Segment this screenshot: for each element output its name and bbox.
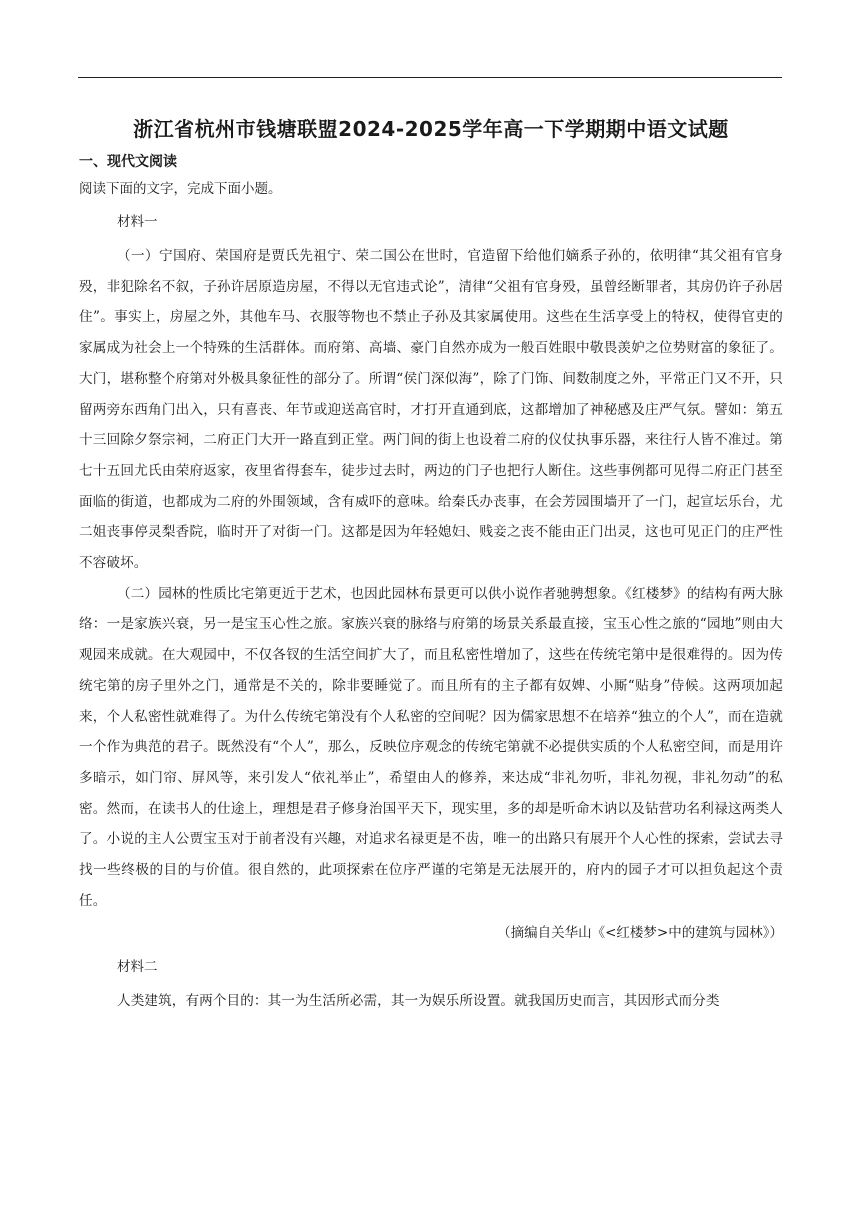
material-1-paragraph-2: （二）园林的性质比宅第更近于艺术，也因此园林布景更可以供小说作者驰骋想象。《红楼梦》的结构有两大脉络：一是家族兴衰，另一是宝玉心性之旅。家族兴衰的脉络与府第的场景关系最直接，宝玉心性之旅的“园地”则由大观园来成就。在大观园中，不仅各钗的生活空间扩大了，而且私密性增加了，这些在传统宅第中是很难得的。因为传统宅第的房子里外之门，通常是不关的，除非要睡觉了。而且所有的主子都有奴婢、小厮“贴身”侍候。这两项加起来，个人私密性就难得了。为什么传统宅第没有个人私密的空间呢？因为儒家思想不在培养“独立的个人”，而在造就一个作为典范的君子。既然没有“个人”，那么，反映位序观念的传统宅第就不必提供实质的个人私密空间，而是用许多暗示，如门帘、屏风等，来引发人“依礼举止”，希望由人的修养，来达成“非礼勿听，非礼勿视，非礼勿动”的私密。然而，在读书人的仕途上，理想是君子修身治国平天下，现实里，多的却是听命木讷以及钻营功名利禄这两类人了。小说的主人公贾宝玉对于前者没有兴趣，对追求名禄更是不齿，唯一的出路只有展开个人心性的探索，尝试去寻找一些终极的目的与价值。很自然的，此项探索在位序严谨的宅第是无法展开的，府内的园子才可以担负起这个责任。 [79,585,783,909]
material-2-label: 材料二 [117,959,158,976]
instruction-text: 阅读下面的文字，完成下面小题。 [79,181,282,197]
page-title: 浙江省杭州市钱塘联盟2024-2025学年高一下学期期中语文试题 [133,117,729,141]
material-2-paragraph-1: 人类建筑，有两个目的：其一为生活所必需，其一为娱乐所设置。就我国历史而言，其因形式而分类 [117,993,720,1010]
document-body [79,111,783,1017]
header-rule [78,77,782,78]
section-heading: 一、现代文阅读 [79,154,177,170]
material-1-paragraph-1: （一）宁国府、荣国府是贾氏先祖宁、荣二国公在世时，官造留下给他们嫡系子孙的，依明律“其父祖有官身殁，非犯除名不叙，子孙许居原造房屋，不得以无官违式论”，清律“父祖有官身殁，虽曾经断罪者，其房仍许子孙居住”。事实上，房屋之外，其他车马、衣服等物也不禁止子孙及其家属使用。这些在生活享受上的特权，使得官吏的家属成为社会上一个特殊的生活群体。而府第、高墙、豪门自然亦成为一般百姓眼中敬畏羡妒之位势财富的象征了。大门，堪称整个府第对外极具象征性的部分了。所谓“侯门深似海”，除了门饰、间数制度之外，平常正门又不开，只留两旁东西角门出入，只有喜丧、年节或迎送高官时，才打开直通到底，这都增加了神秘感及庄严气氛。譬如：第五十三回除夕祭宗祠，二府正门大开一路直到正堂。两门间的街上也设着二府的仪仗执事乐器，来往行人皆不准过。第七十五回尤氏由荣府返家，夜里省得套车，徒步过去时，两边的门子也把行人断住。这些事例都可见得二府正门甚至面临的街道，也都成为二府的外围领域，含有威吓的意味。给秦氏办丧事，在会芳园围墙开了一门，起宣坛乐台，尤二姐丧事停灵梨香院，临时开了对街一门。这都是因为年轻媳妇、贱妾之丧不能由正门出灵，这也可见正门的庄严性不容破坏。 [79,248,783,572]
material-1-label: 材料一 [117,214,158,230]
material-1-source-citation: （摘编自关华山《<红楼梦>中的建筑与园林》） [497,925,783,942]
